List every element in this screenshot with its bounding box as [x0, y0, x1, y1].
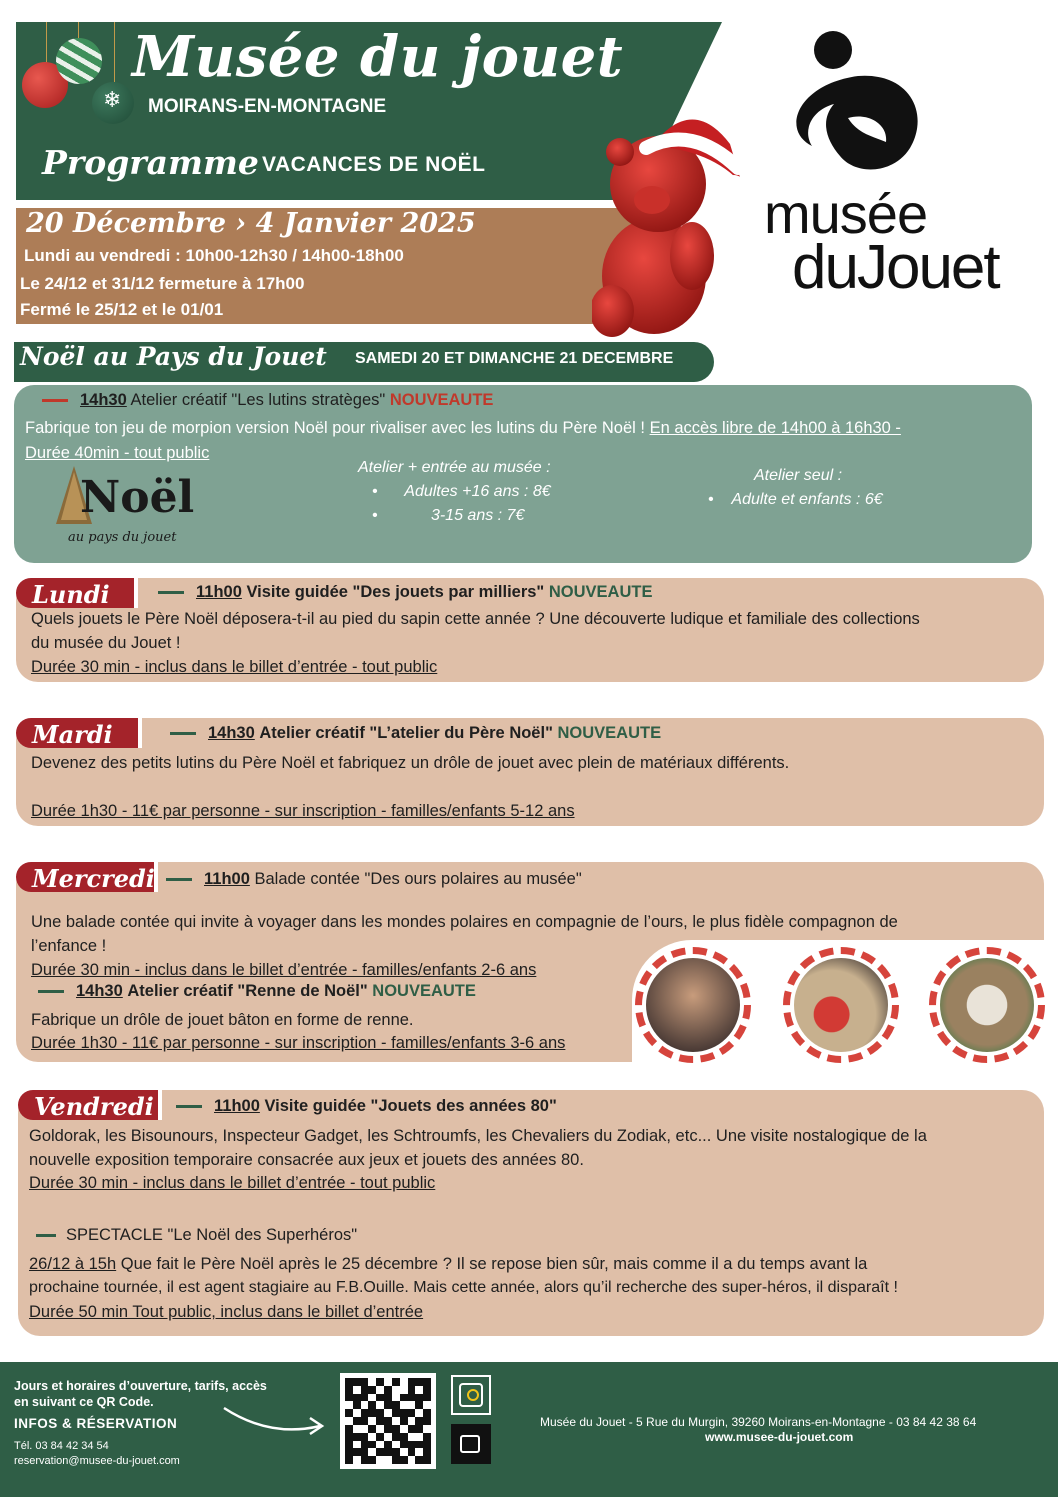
- dash-icon: [166, 878, 192, 881]
- museum-badge-icon: [451, 1424, 491, 1464]
- green-ornament-icon: [56, 38, 102, 84]
- lundi-desc-2: du musée du Jouet !: [31, 634, 181, 652]
- closed-days: Fermé le 25/12 et le 01/01: [20, 300, 224, 319]
- mercredi-day: Mercredi: [32, 864, 155, 893]
- qr-text-1: Jours et horaires d’ouverture, tarifs, accès: [14, 1379, 267, 1393]
- workshop-photo-3: [929, 947, 1045, 1063]
- teddy-bear-illustration: [592, 106, 744, 338]
- noel-time: 14h30: [80, 391, 127, 409]
- mardi-new-badge: NOUVEAUTE: [557, 724, 662, 742]
- vendredi-desc-1: Goldorak, les Bisounours, Inspecteur Gadget, les Schtroumfs, les Chevaliers du Zodiak, etc... Une visite nostalogique de la: [29, 1127, 927, 1145]
- logo-text-du-jouet: duJouet: [792, 233, 999, 302]
- noel-au-pays-logo: [54, 464, 204, 552]
- vendredi-activity-line: [176, 1097, 557, 1116]
- mardi-info: Durée 1h30 - 11€ par personne - sur inscription - familles/enfants 5-12 ans: [31, 802, 575, 820]
- noel-access: En accès libre de 14h00 à 16h30 -: [649, 419, 901, 437]
- footer-email[interactable]: reservation@musee-du-jouet.com: [14, 1455, 180, 1467]
- mardi-desc: Devenez des petits lutins du Père Noël et fabriquez un drôle de jouet avec plein de matériaux différents.: [31, 754, 790, 772]
- noel-activity-line: [42, 391, 493, 410]
- qr-code-pattern: [345, 1378, 431, 1464]
- price-title-solo: Atelier seul :: [754, 467, 843, 484]
- mercredi-new-badge: NOUVEAUTE: [372, 982, 476, 1000]
- dash-icon: [36, 1234, 56, 1237]
- museum-city: MOIRANS-EN-MONTAGNE: [148, 96, 387, 117]
- vendredi-time: 11h00: [214, 1097, 260, 1115]
- noel-activity: Atelier créatif "Les lutins stratèges": [130, 391, 386, 409]
- museum-title: Musée du jouet: [132, 24, 624, 90]
- ornament-string: [46, 22, 47, 64]
- workshop-photo-2: [783, 947, 899, 1063]
- price-title-combined: Atelier + entrée au musée :: [358, 459, 551, 476]
- mercredi-info-1: Durée 30 min - inclus dans le billet d’entrée - familles/enfants 2-6 ans: [31, 961, 537, 979]
- lundi-new-badge: NOUVEAUTE: [548, 583, 653, 601]
- programme-subtitle: VACANCES DE NOËL: [262, 153, 486, 176]
- mardi-time: 14h30: [208, 724, 255, 742]
- dash-icon: [170, 732, 196, 735]
- lundi-desc-1: Quels jouets le Père Noël déposera-t-il au pied du sapin cette année ? Une découverte ludique et familiale des collections: [31, 610, 920, 628]
- qr-text-2: en suivant ce QR Code.: [14, 1395, 154, 1409]
- vendredi-tag: [18, 1090, 162, 1120]
- spectacle-desc-2: prochaine tournée, il est agent stagiaire au F.B.Ouille. Mais cette année, alors qu’il recherche des super-héros, il disparaît !: [29, 1279, 898, 1296]
- lundi-activity: Visite guidée "Des jouets par milliers": [246, 583, 545, 601]
- mardi-tag: [16, 718, 142, 748]
- info-title: INFOS & RÉSERVATION: [14, 1416, 178, 1431]
- spectacle-info: Durée 50 min Tout public, inclus dans le billet d’entrée: [29, 1303, 424, 1321]
- programme-label: Programme: [42, 143, 259, 182]
- dash-icon: [38, 990, 64, 993]
- dash-icon: [158, 591, 184, 594]
- vendredi-day: Vendredi: [34, 1092, 154, 1121]
- noel-logo-word: Noël: [80, 472, 195, 523]
- qr-code[interactable]: [340, 1373, 436, 1469]
- closing-hours: Le 24/12 et 31/12 fermeture à 17h00: [20, 274, 305, 293]
- lundi-tag: [16, 578, 138, 608]
- lundi-day: Lundi: [32, 580, 110, 609]
- mercredi-time: 11h00: [204, 870, 250, 888]
- vendredi-info: Durée 30 min - inclus dans le billet d’entrée - tout public: [29, 1174, 436, 1192]
- vendredi-activity: Visite guidée "Jouets des années 80": [264, 1097, 557, 1115]
- noel-logo-sub: au pays du jouet: [68, 530, 177, 545]
- arrow-icon: [220, 1400, 330, 1440]
- lundi-info: Durée 30 min - inclus dans le billet d’entrée - tout public: [31, 658, 438, 676]
- mercredi-info-2: Durée 1h30 - 11€ par personne - sur inscription - familles/enfants 3-6 ans: [31, 1034, 566, 1052]
- price-solo: • Adulte et enfants : 6€: [708, 491, 883, 508]
- spectacle-desc-1: Que fait le Père Noël après le 25 décembre ? Il se repose bien sûr, mais comme il a du temps avant la: [120, 1255, 868, 1273]
- mercredi-activity: Balade contée "Des ours polaires au musée": [254, 870, 582, 888]
- workshop-photo-1: [635, 947, 751, 1063]
- dash-icon: [176, 1105, 202, 1108]
- mercredi-activity-2-line: [38, 982, 476, 1001]
- noel-description: Fabrique ton jeu de morpion version Noël pour rivaliser avec les lutins du Père Noël !: [25, 419, 645, 437]
- mercredi-desc-1: Une balade contée qui invite à voyager dans les mondes polaires en compagnie de l’ours, le plus fidèle compagnon de: [31, 913, 898, 931]
- spectacle-date: 26/12 à 15h: [29, 1255, 117, 1273]
- price-child: • 3-15 ans : 7€: [372, 507, 525, 524]
- mercredi-desc-3: Fabrique un drôle de jouet bâton en forme de renne.: [31, 1011, 414, 1029]
- noel-duration: Durée 40min - tout public: [25, 444, 210, 462]
- label-badge-icon: [451, 1375, 491, 1415]
- mercredi-activity-line: [166, 870, 582, 889]
- noel-dates: SAMEDI 20 ET DIMANCHE 21 DECEMBRE: [355, 350, 674, 367]
- price-adult: • Adultes +16 ans : 8€: [372, 483, 551, 500]
- footer-phone: Tél. 03 84 42 34 54: [14, 1440, 109, 1452]
- mardi-activity-line: [170, 724, 661, 743]
- mercredi-tag: [16, 862, 158, 892]
- footer-address: Musée du Jouet - 5 Rue du Murgin, 39260 Moirans-en-Montagne - 03 84 42 38 64: [540, 1415, 977, 1429]
- noel-description-line: [25, 419, 901, 438]
- spectacle-desc-1-line: [29, 1255, 867, 1274]
- ornament-string: [114, 22, 115, 82]
- spectacle-title: SPECTACLE "Le Noël des Superhéros": [66, 1226, 358, 1244]
- vendredi-desc-2: nouvelle exposition temporaire consacrée aux jeux et jouets des années 80.: [29, 1151, 584, 1169]
- snowflake-ornament-icon: ❄: [92, 82, 134, 124]
- mercredi-activity-2: Atelier créatif "Renne de Noël": [127, 982, 368, 1000]
- mercredi-desc-2: l’enfance !: [31, 937, 107, 955]
- noel-new-badge: NOUVEAUTE: [389, 391, 494, 409]
- mardi-day: Mardi: [32, 720, 113, 749]
- noel-title: Noël au Pays du Jouet: [20, 342, 327, 371]
- lundi-time: 11h00: [196, 583, 242, 601]
- lundi-activity-line: [158, 583, 652, 602]
- dash-icon: [42, 399, 68, 402]
- logo-text-musee: musée: [764, 182, 928, 245]
- dates-title: 20 Décembre › 4 Janvier 2025: [26, 208, 476, 239]
- mercredi-time-2: 14h30: [76, 982, 123, 1000]
- spectacle-line: [36, 1226, 357, 1245]
- opening-hours: Lundi au vendredi : 10h00-12h30 / 14h00-18h00: [24, 246, 404, 265]
- mardi-activity: Atelier créatif "L’atelier du Père Noël": [259, 724, 553, 742]
- footer-website[interactable]: www.musee-du-jouet.com: [705, 1430, 854, 1444]
